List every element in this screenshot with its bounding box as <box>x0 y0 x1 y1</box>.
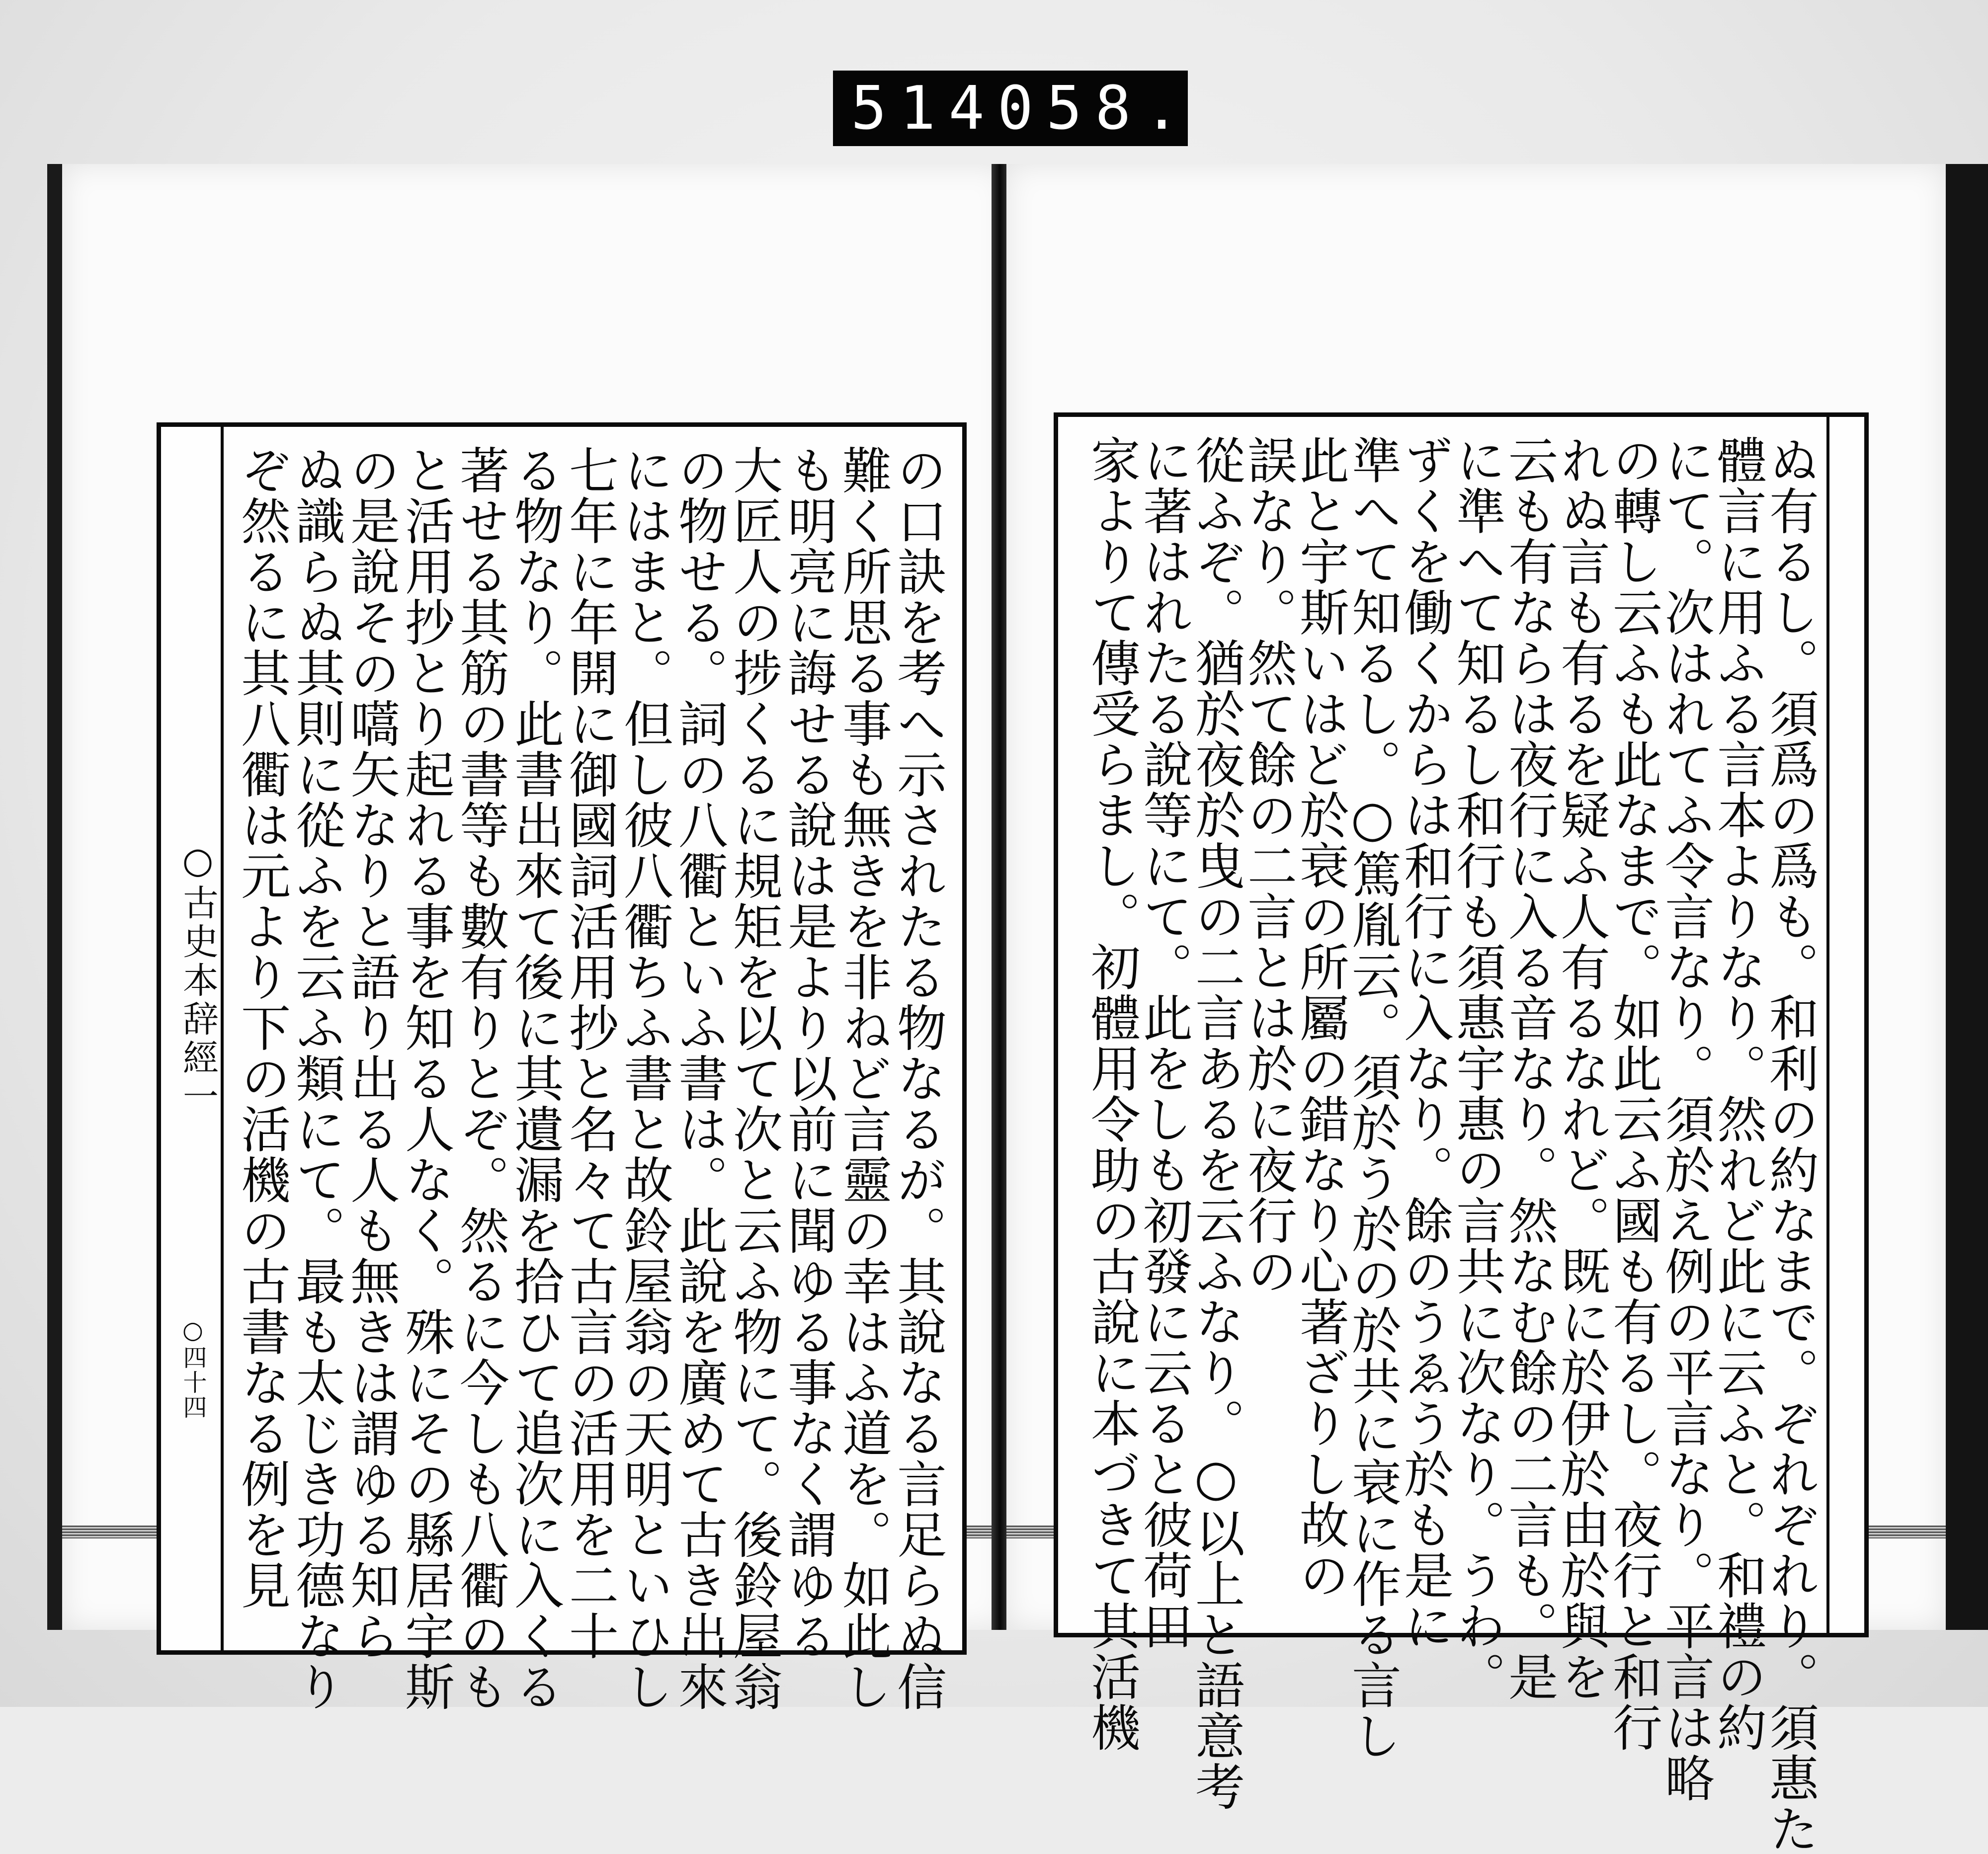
text-column: 此と宇斯いはど於衰の所屬の錯なり心著ざりし故の <box>1291 435 1349 1601</box>
text-column: の轉し云ふも此なまで。如此云ふ國も有るし。夜行と和行 <box>1604 435 1662 1753</box>
text-column: 大匠人の捗くるに規矩を以て次と云ふ物にて。後鈴屋翁 <box>725 445 783 1712</box>
text-column: 體言に用ふる言本よりなり。然れど此に云ふと。和禮の約 <box>1709 435 1767 1753</box>
text-column: る物なり。此書出來て後に其遺漏を拾ひて追次に入くる <box>506 445 564 1712</box>
text-column: 著せる其筋の書等も數有りとぞ。然るに今しも八衢のも <box>451 445 509 1712</box>
text-column: ずくを働くからは和行に入なり。餘のうゑう於も是に <box>1396 435 1454 1651</box>
text-column: に著はれたる說等にて。此をしも初發に云ると彼荷田 <box>1135 435 1193 1651</box>
text-column: 誤なり。然て餘の二言とは於に夜行の <box>1239 435 1297 1296</box>
left-text-frame <box>157 422 967 1712</box>
left-page-header <box>161 427 224 1650</box>
text-column: 難く所思る事も無きを非ねど言靈の幸はふ道を。如此し <box>834 445 892 1712</box>
book-gutter <box>992 164 1008 1630</box>
text-column: 七年に年開に御國詞活用抄と名々て古言の活用を二十 <box>561 445 619 1661</box>
text-column: 準へて知るし。○篤胤云。須於う於の於共に衰に作る言し <box>1343 435 1402 1761</box>
text-column: も明亮に誨せる說は是より以前に聞ゆる事なく謂ゆる <box>779 445 837 1661</box>
text-column: 從ふぞ。猶於夜於曳の二言あるを云ふなり。○以上と語意考 <box>1187 435 1245 1812</box>
frame-number-left: 514 <box>851 74 997 143</box>
text-column: 云も有ならは夜行に入る音なり。然なむ餘の二言も。是 <box>1500 435 1558 1702</box>
text-column: の物せる。詞の八衢といふ書は。此說を廣めて古き出來 <box>670 445 728 1712</box>
text-column: の口訣を考へ示されたる物なるが。其說なる言足らぬ信 <box>889 445 947 1712</box>
text-column: と活用抄とり起れる事を知る人なく。殊にその縣居宇斯 <box>397 445 455 1712</box>
text-column: ぞ然るに其八衢は元より下の活機の古書なる例を見 <box>233 445 291 1611</box>
text-column: の是說その嚆矢なりと語り出る人も無きは謂ゆる知ら <box>342 445 400 1661</box>
frame-number-label <box>833 71 1193 146</box>
open-book <box>47 164 1966 1854</box>
left-page <box>47 164 1006 1712</box>
right-text-frame <box>1054 412 1869 1854</box>
right-page <box>1006 164 1988 1854</box>
text-column: れぬ言も有るを疑ふ人有るなれど。既に於伊於由於與を <box>1552 435 1610 1702</box>
text-column: にて。次はれてふ令言なり。須於え例の平言なり。平言は略 <box>1657 435 1715 1803</box>
text-column: ぬ識らぬ其則に從ふを云ふ類にて。最も太じき功德なり <box>287 445 345 1712</box>
text-column: 家よりて傳受らまし。初體用令助の古說に本づきて其活機 <box>1082 435 1141 1753</box>
frame-number-right: 058. <box>997 74 1193 143</box>
text-column: に準へて知るし和行も須惠宇惠の言共に次なり。うわ。 <box>1448 435 1506 1702</box>
right-page-margin-column <box>1826 417 1864 1633</box>
text-column: にはまと。但し彼八衢ちふ書と故鈴屋翁の天明といひし <box>615 445 673 1712</box>
page-number: ○四十四 <box>179 1316 207 1420</box>
text-column: ぬ有るし。須爲の爲も。和利の約なまで。ぞれぞれり。須惠た <box>1761 435 1819 1854</box>
running-title: ○古史本辞經一 <box>177 839 219 1117</box>
